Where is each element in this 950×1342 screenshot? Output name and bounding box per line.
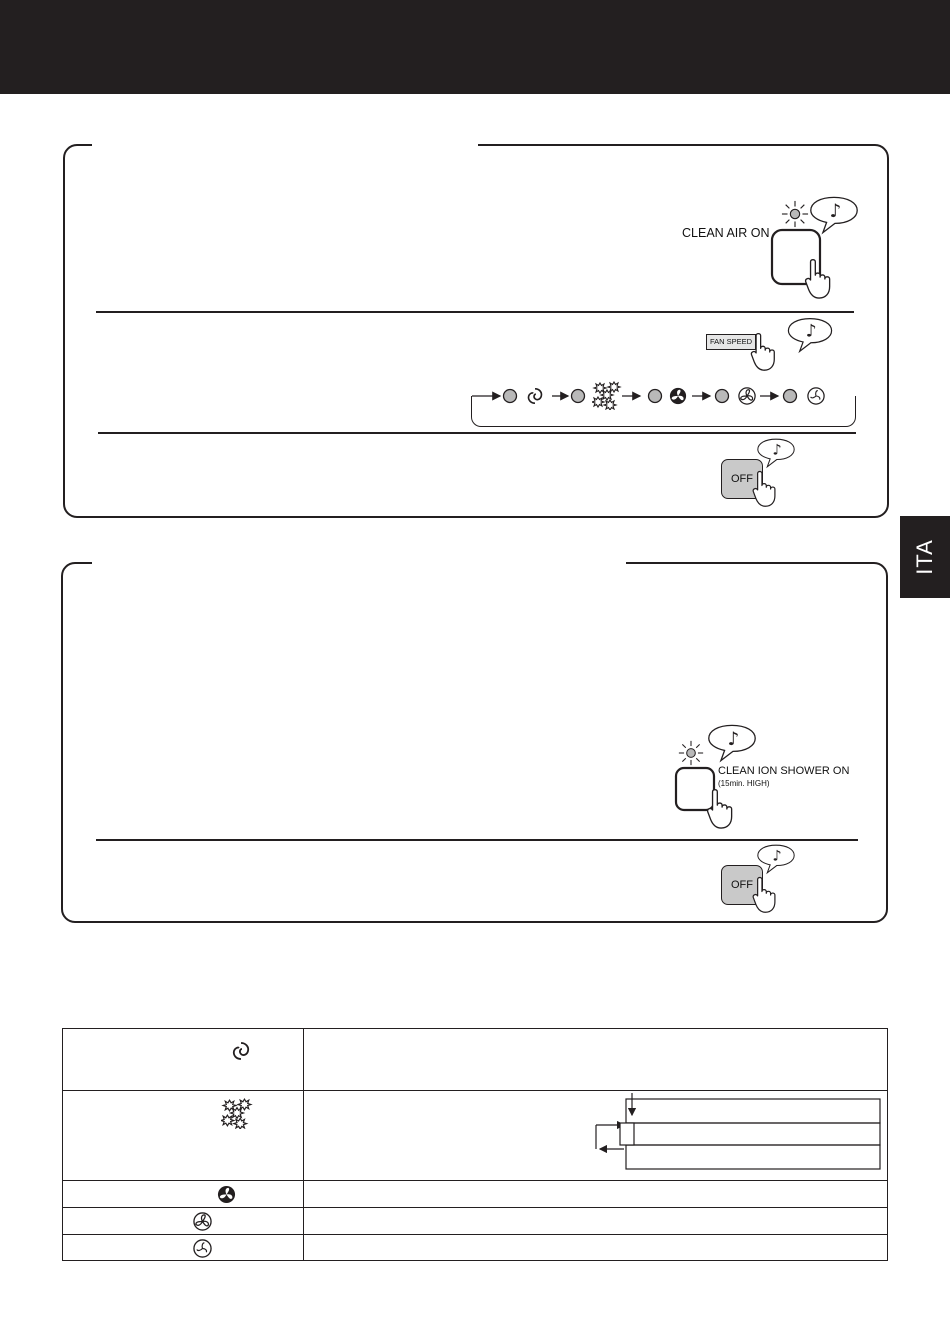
table-row [63,1029,888,1091]
hand-pointer-icon [750,332,784,372]
table-cell [63,1181,304,1208]
fan-speed-button[interactable] [706,334,756,350]
table-cell [63,1029,304,1091]
table-row [63,1181,888,1208]
hand-pointer-icon [804,258,840,300]
fan-speed-button-label: FAN SPEED [709,337,753,346]
spiral-icon [231,1041,251,1061]
clean-air-on-label: CLEAN AIR ON [682,226,770,240]
table-cell [304,1181,888,1208]
table-row [63,1208,888,1235]
fan-speed-sound-bubble [785,316,835,354]
clean-ion-shower-panel-title-gap [92,559,626,565]
hand-pointer-icon [706,788,742,830]
clean-air-divider-2 [98,432,856,434]
table-cell [304,1235,888,1261]
clean-ion-shower-off-sound-bubble [755,843,797,875]
language-tab [900,516,950,598]
fan-cycle-diagram [470,380,860,412]
table-cell [63,1091,304,1181]
clean-ion-shower-divider [96,839,858,841]
header-bar [0,0,950,94]
clean-ion-shower-sound-bubble [706,722,758,764]
table-cell [63,1208,304,1235]
fan-low-icon [193,1239,212,1258]
language-tab-label: ITA [912,539,937,575]
clean-air-panel-title-gap [92,141,478,147]
clean-air-divider-1 [96,311,854,313]
clean-ion-shower-on-sublabel: (15min. HIGH) [718,779,770,788]
table-cell [304,1091,888,1181]
table-cell [304,1208,888,1235]
table-cell [63,1235,304,1261]
hand-pointer-icon [752,470,784,508]
table-row [63,1091,888,1181]
clean-air-indicator-light [781,200,809,228]
clean-ion-shower-indicator-light [678,740,704,766]
fan-medium-icon [193,1212,212,1231]
mode-table [62,1028,888,1261]
sparkle-icon [221,1097,253,1129]
clean-air-off-sound-bubble [755,437,797,469]
clean-air-off-label: OFF [731,473,753,485]
clean-ion-shower-on-label: CLEAN ION SHOWER ON [718,765,850,777]
hand-pointer-icon [752,876,784,914]
table-row [63,1235,888,1261]
ion-cycle-diagram [594,1091,884,1179]
table-cell [304,1029,888,1091]
clean-ion-shower-off-label: OFF [731,879,753,891]
fan-high-icon [217,1185,236,1204]
clean-air-sound-bubble [808,194,860,236]
